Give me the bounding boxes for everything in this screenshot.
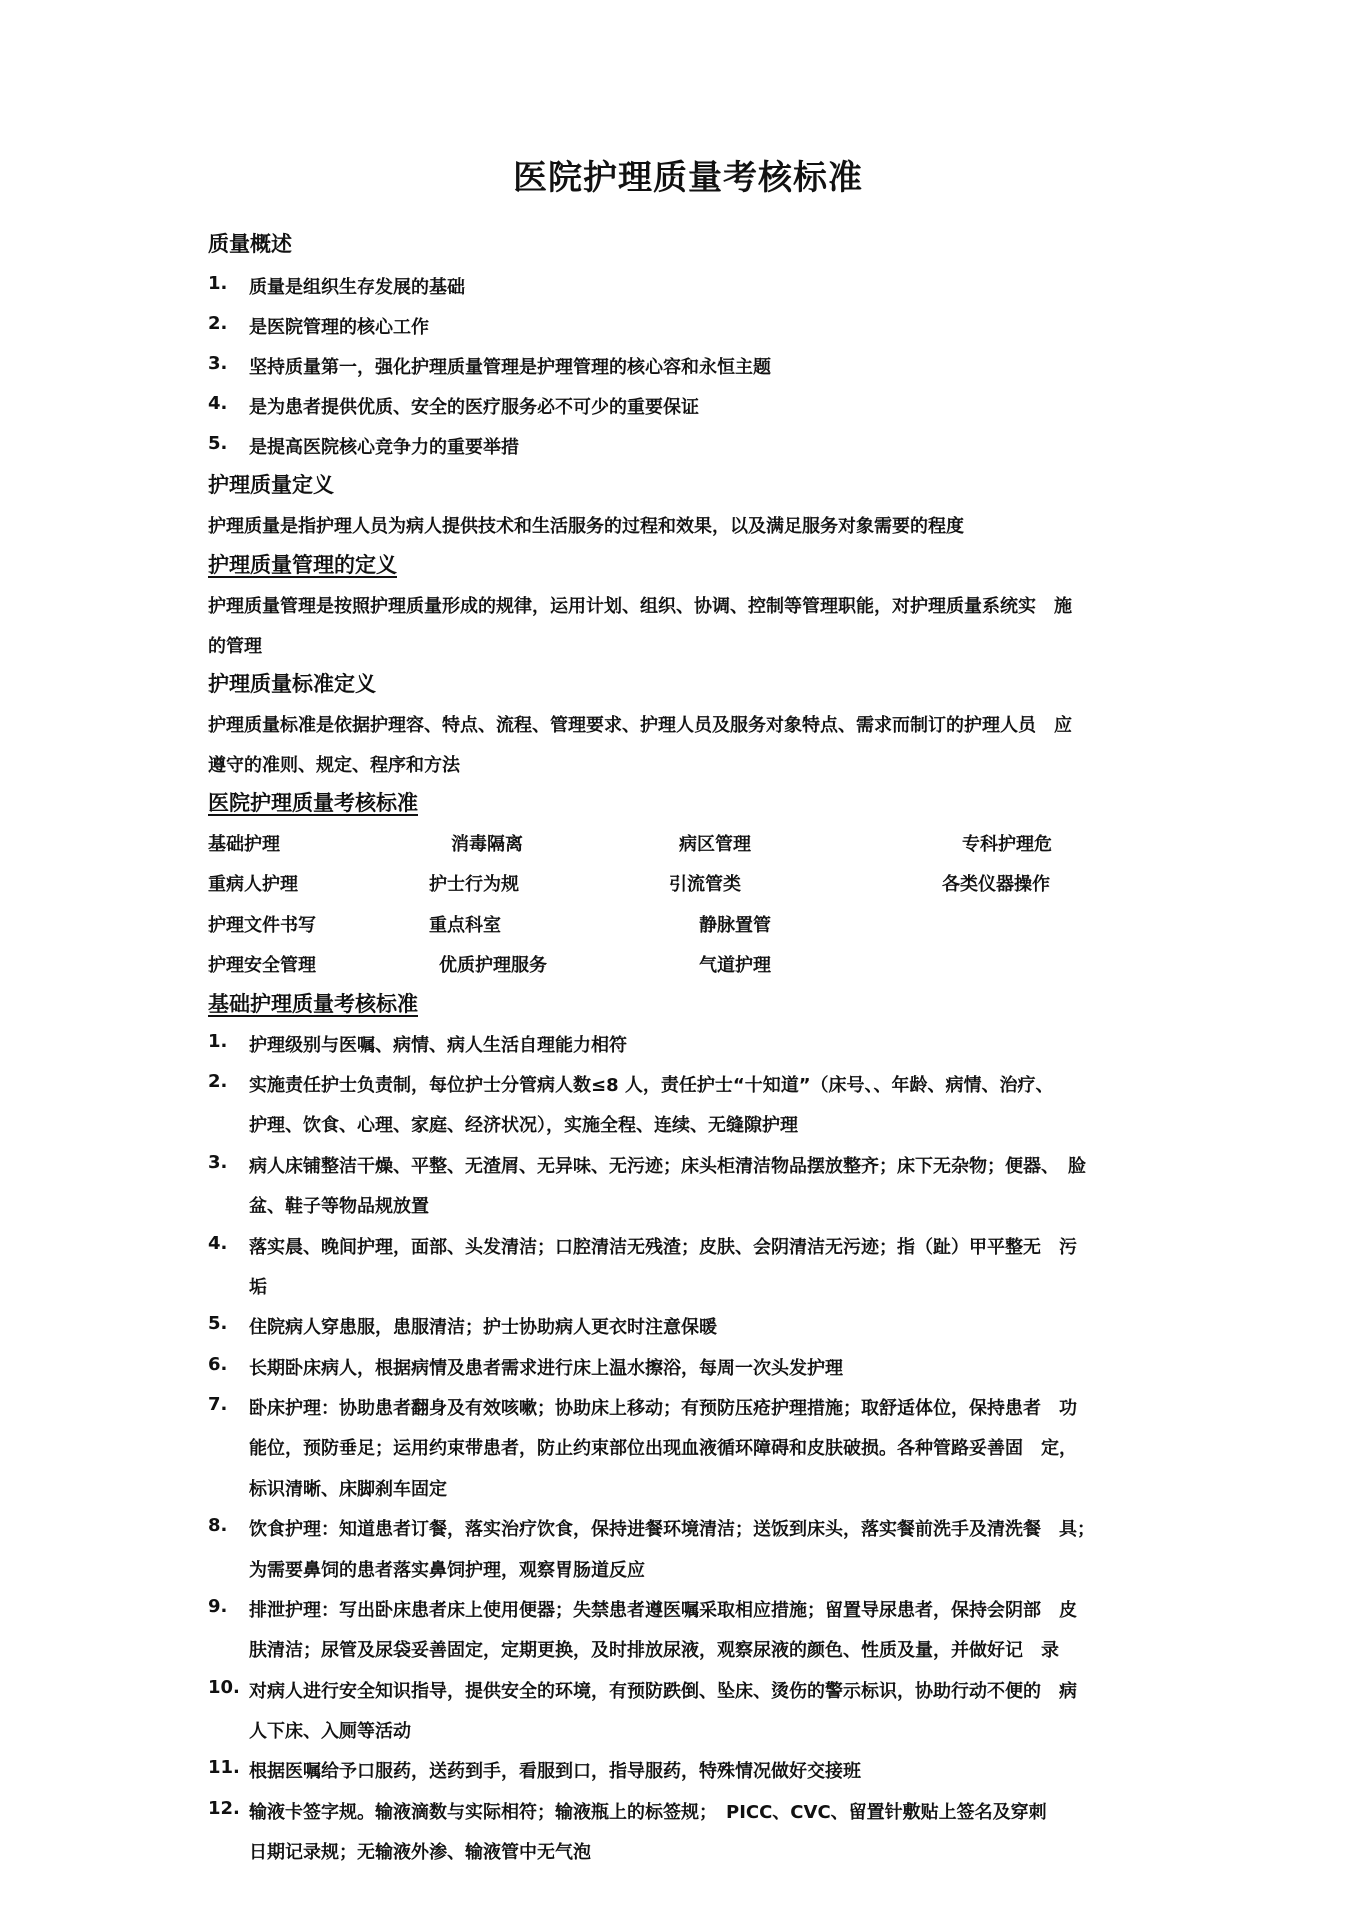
- hospital-std-heading: 医院护理质量考核标准: [208, 791, 418, 815]
- list-number: 6.: [208, 1354, 228, 1375]
- category-cell: 专科护理危: [962, 834, 1052, 855]
- category-cell: 护理安全管理: [208, 955, 316, 976]
- list-number: 3.: [208, 1152, 228, 1173]
- list-number: 2.: [208, 313, 228, 334]
- document-title: 医院护理质量考核标准: [513, 158, 863, 198]
- list-text: 是提高医院核心竞争力的重要举措: [249, 437, 519, 458]
- list-text: 是为患者提供优质、安全的医疗服务必不可少的重要保证: [249, 397, 699, 418]
- list-number: 1.: [208, 1031, 228, 1052]
- list-text-continued: 为需要鼻饲的患者落实鼻饲护理，观察胃肠道反应: [249, 1560, 645, 1581]
- category-cell: 静脉置管: [699, 915, 771, 936]
- list-text: 坚持质量第一，强化护理质量管理是护理管理的核心容和永恒主题: [249, 357, 771, 378]
- list-text: 实施责任护士负责制，每位护士分管病人数≤8 人，责任护士“十知道”（床号、、年龄、病情、治疗、: [249, 1075, 1054, 1096]
- list-number: 9.: [208, 1596, 228, 1617]
- mgmt-def-heading: 护理质量管理的定义: [208, 553, 397, 577]
- list-text: 病人床铺整洁干燥、平整、无渣屑、无异味、无污迹；床头柜清洁物品摆放整齐；床下无杂物；便器、 脸: [249, 1156, 1086, 1177]
- list-number: 7.: [208, 1394, 228, 1415]
- list-text-continued: 人下床、入厕等活动: [249, 1721, 411, 1742]
- list-text: 对病人进行安全知识指导，提供安全的环境，有预防跌倒、坠床、烫伤的警示标识，协助行动不便的 病: [249, 1681, 1077, 1702]
- category-cell: 护理文件书写: [208, 915, 316, 936]
- list-number: 4.: [208, 393, 228, 414]
- category-cell: 基础护理: [208, 834, 280, 855]
- category-cell: 消毒隔离: [451, 834, 523, 855]
- overview-heading: 质量概述: [208, 232, 292, 256]
- basic-std-heading: 基础护理质量考核标准: [208, 992, 418, 1016]
- list-text: 饮食护理：知道患者订餐，落实治疗饮食，保持进餐环境清洁；送饭到床头，落实餐前洗手及清洗餐 具；: [249, 1519, 1095, 1540]
- list-text-continued: 标识清晰、床脚刹车固定: [249, 1479, 447, 1500]
- category-cell: 重点科室: [429, 915, 501, 936]
- quality-def-heading: 护理质量定义: [208, 473, 334, 497]
- list-text-continued: 能位，预防垂足；运用约束带患者，防止约束部位出现血液循环障碍和皮肤破损。各种管路妥善固 定，: [249, 1438, 1077, 1459]
- list-number: 2.: [208, 1071, 228, 1092]
- standard-def-heading: 护理质量标准定义: [208, 672, 376, 696]
- list-text: 长期卧床病人，根据病情及患者需求进行床上温水擦浴，每周一次头发护理: [249, 1358, 843, 1379]
- list-text-continued: 肤清洁；尿管及尿袋妥善固定，定期更换，及时排放尿液，观察尿液的颜色、性质及量，并做好记 录: [249, 1640, 1059, 1661]
- list-text: 落实晨、晚间护理，面部、头发清洁；口腔清洁无残渣；皮肤、会阴清洁无污迹；指（趾）甲平整无 污: [249, 1237, 1077, 1258]
- list-number: 5.: [208, 433, 228, 454]
- category-cell: 护士行为规: [429, 874, 519, 895]
- list-text-continued: 护理、饮食、心理、家庭、经济状况），实施全程、连续、无缝隙护理: [249, 1115, 798, 1136]
- list-text: 排泄护理：写出卧床患者床上使用便器；失禁患者遵医嘱采取相应措施；留置导尿患者，保持会阴部 皮: [249, 1600, 1077, 1621]
- list-text-continued: 盆、鞋子等物品规放置: [249, 1196, 429, 1217]
- list-text: 质量是组织生存发展的基础: [249, 277, 465, 298]
- list-text: 根据医嘱给予口服药，送药到手，看服到口，指导服药，特殊情况做好交接班: [249, 1761, 861, 1782]
- list-number: 5.: [208, 1313, 228, 1334]
- category-cell: 气道护理: [699, 955, 771, 976]
- list-text: 卧床护理：协助患者翻身及有效咳嗽；协助床上移动；有预防压疮护理措施；取舒适体位，保持患者 功: [249, 1398, 1077, 1419]
- mgmt-def-line: 的管理: [208, 636, 262, 657]
- list-text: 输液卡签字规。输液滴数与实际相符；输液瓶上的标签规； PICC、CVC、留置针敷贴上签名及穿刺: [249, 1802, 1047, 1823]
- list-text-continued: 日期记录规；无输液外渗、输液管中无气泡: [249, 1842, 591, 1863]
- list-text: 住院病人穿患服，患服清洁；护士协助病人更衣时注意保暖: [249, 1317, 717, 1338]
- list-number: 1.: [208, 273, 228, 294]
- quality-def-text: 护理质量是指护理人员为病人提供技术和生活服务的过程和效果，以及满足服务对象需要的程度: [208, 516, 964, 537]
- category-cell: 各类仪器操作: [942, 874, 1050, 895]
- list-number: 10.: [208, 1677, 240, 1698]
- list-number: 12.: [208, 1798, 240, 1819]
- category-cell: 病区管理: [679, 834, 751, 855]
- list-text-continued: 垢: [249, 1277, 267, 1298]
- list-number: 11.: [208, 1757, 240, 1778]
- list-number: 8.: [208, 1515, 228, 1536]
- list-text: 护理级别与医嘱、病情、病人生活自理能力相符: [249, 1035, 627, 1056]
- standard-def-line: 遵守的准则、规定、程序和方法: [208, 755, 460, 776]
- list-number: 3.: [208, 353, 228, 374]
- category-cell: 重病人护理: [208, 874, 298, 895]
- list-number: 4.: [208, 1233, 228, 1254]
- list-text: 是医院管理的核心工作: [249, 317, 429, 338]
- category-cell: 优质护理服务: [439, 955, 547, 976]
- category-cell: 引流管类: [669, 874, 741, 895]
- standard-def-line: 护理质量标准是依据护理容、特点、流程、管理要求、护理人员及服务对象特点、需求而制订的护理人员 应: [208, 715, 1072, 736]
- mgmt-def-line: 护理质量管理是按照护理质量形成的规律，运用计划、组织、协调、控制等管理职能，对护理质量系统实 施: [208, 596, 1072, 617]
